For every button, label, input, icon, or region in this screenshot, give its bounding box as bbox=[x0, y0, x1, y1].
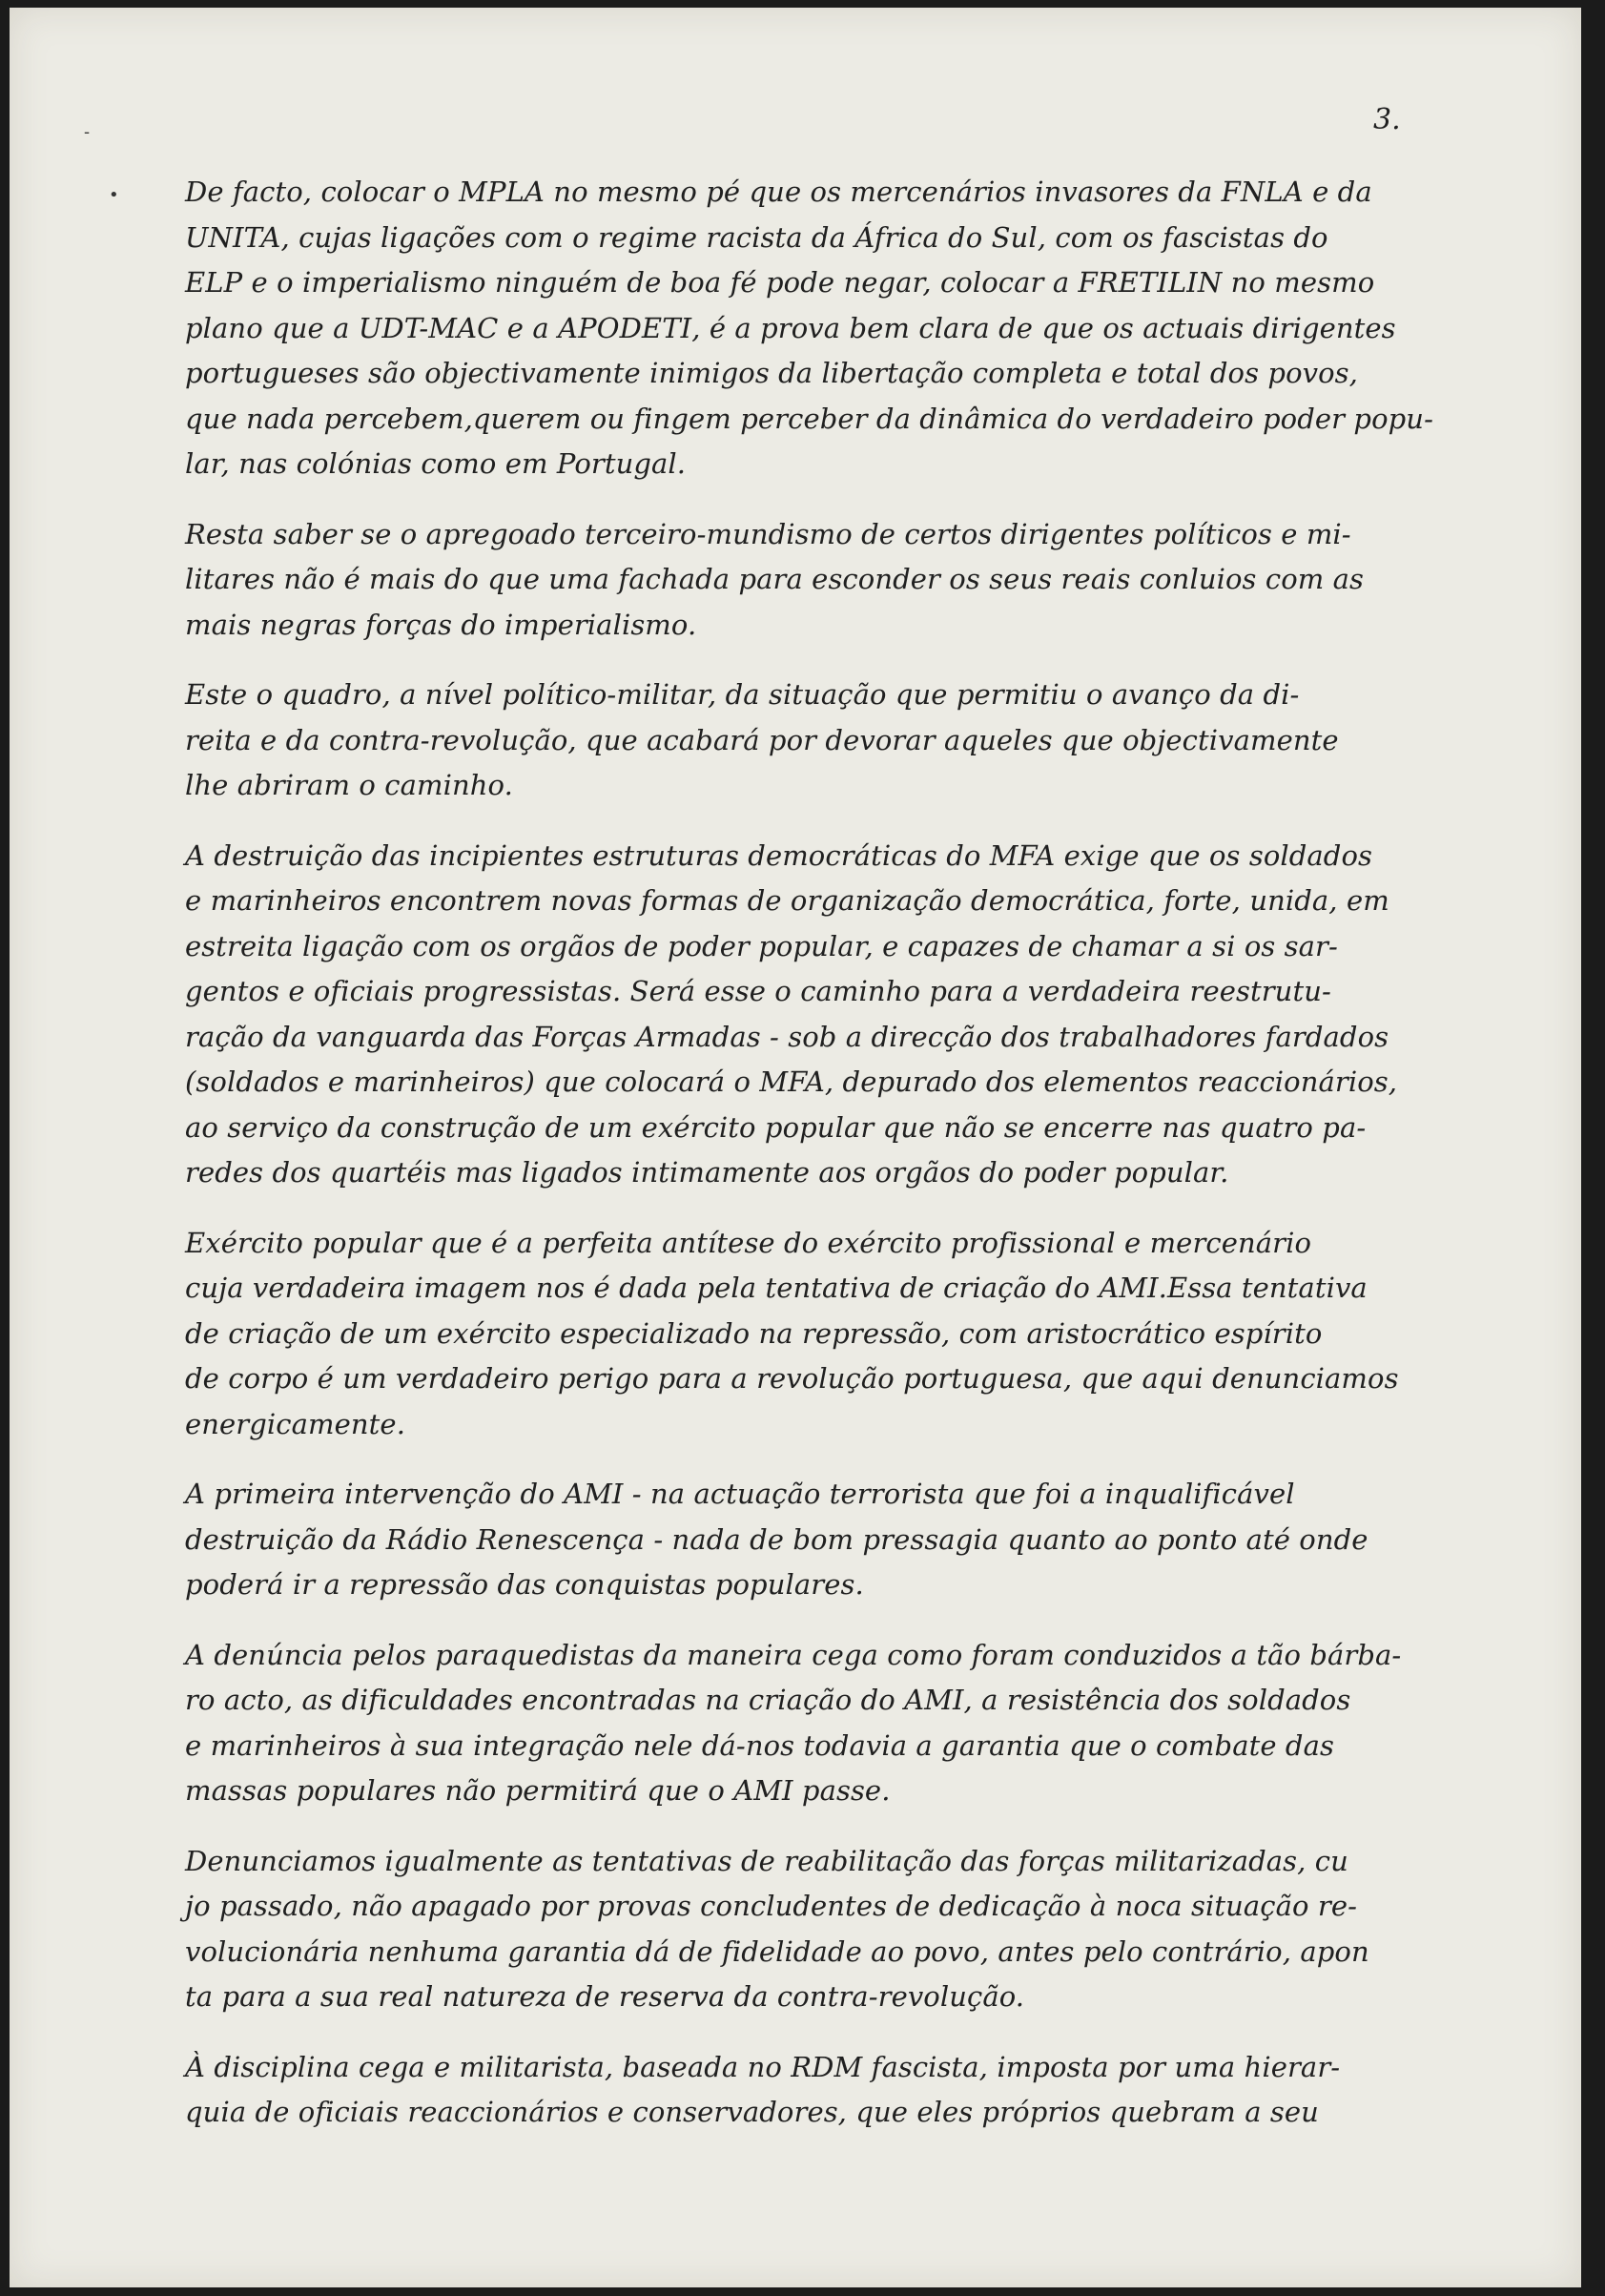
text-line: litares não é mais do que uma fachada para esconder os seus reais conluios com as bbox=[185, 563, 1365, 595]
text-line: estreita ligação com os orgãos de poder popular, e capazes de chamar a si os sar- bbox=[185, 929, 1338, 962]
text-line: reita e da contra-revolução, que acabará por devorar aqueles que objectivamente bbox=[185, 723, 1339, 756]
text-line: A denúncia pelos paraquedistas da maneira cega como foram conduzidos a tão bárba- bbox=[185, 1638, 1402, 1671]
text-line: mais negras forças do imperialismo. bbox=[185, 608, 697, 641]
text-line: redes dos quartéis mas ligados intimamente aos orgãos do poder popular. bbox=[185, 1156, 1229, 1189]
text-line: portugueses são objectivamente inimigos da libertação completa e total dos povos, bbox=[185, 357, 1358, 389]
text-line: Denunciamos igualmente as tentativas de reabilitação das forças militarizadas, cu bbox=[185, 1844, 1348, 1877]
text-line: Exército popular que é a perfeita antítese do exército profissional e mercenário bbox=[185, 1226, 1312, 1259]
document-page bbox=[10, 8, 1581, 2287]
text-line: energicamente. bbox=[185, 1407, 406, 1440]
text-line: que nada percebem,querem ou fingem perceber da dinâmica do verdadeiro poder popu- bbox=[185, 402, 1433, 435]
text-line: De facto, colocar o MPLA no mesmo pé que os mercenários invasores da FNLA e da bbox=[185, 176, 1372, 208]
paragraph-9 bbox=[185, 2045, 1463, 2136]
text-line: massas populares não permitirá que o AMI passe. bbox=[185, 1774, 891, 1807]
paragraph-4 bbox=[185, 834, 1463, 1196]
text-line: ELP e o imperialismo ninguém de boa fé pode negar, colocar a FRETILIN no mesmo bbox=[185, 266, 1375, 299]
paragraph-8 bbox=[185, 1839, 1463, 2020]
paragraph-2 bbox=[185, 512, 1463, 649]
paragraph-1 bbox=[185, 170, 1463, 487]
text-line: À disciplina cega e militarista, baseada no RDM fascista, imposta por uma hierar- bbox=[185, 2050, 1341, 2083]
text-line: cuja verdadeira imagem nos é dada pela tentativa de criação do AMI.Essa tentativa bbox=[185, 1272, 1368, 1304]
text-line: gentos e oficiais progressistas. Será esse o caminho para a verdadeira reestrutu- bbox=[185, 975, 1331, 1007]
text-line: ao serviço da construção de um exército popular que não se encerre nas quatro pa- bbox=[185, 1110, 1367, 1144]
text-line: lar, nas colónias como em Portugal. bbox=[185, 447, 687, 480]
paragraph-7 bbox=[185, 1633, 1463, 1814]
text-line: destruição da Rádio Renescença - nada de bom pressagia quanto ao ponto até onde bbox=[185, 1522, 1368, 1556]
body-text bbox=[185, 170, 1463, 2161]
text-line: Este o quadro, a nível político-militar, da situação que permitiu o avanço da di- bbox=[185, 678, 1300, 711]
text-line: Resta saber se o apregoado terceiro-mundismo de certos dirigentes políticos e mi- bbox=[185, 517, 1351, 550]
paragraph-6 bbox=[185, 1472, 1463, 1608]
text-line: volucionária nenhuma garantia dá de fidelidade ao povo, antes pelo contrário, apon bbox=[185, 1934, 1369, 1968]
margin-mark: - bbox=[84, 122, 91, 142]
paragraph-3 bbox=[185, 672, 1463, 809]
text-line: poderá ir a repressão das conquistas populares. bbox=[185, 1568, 864, 1601]
text-line: ração da vanguarda das Forças Armadas - sob a direcção dos trabalhadores fardados bbox=[185, 1020, 1389, 1053]
text-line: A destruição das incipientes estruturas democráticas do MFA exige que os soldados bbox=[185, 838, 1373, 872]
text-line: e marinheiros encontrem novas formas de organização democrática, forte, unida, em bbox=[185, 884, 1389, 917]
text-line: A primeira intervenção do AMI - na actuação terrorista que foi a inqualificável bbox=[185, 1478, 1295, 1510]
text-line: jo passado, não apagado por provas concludentes de dedicação à noca situação re- bbox=[185, 1890, 1358, 1922]
margin-bullet: • bbox=[109, 185, 119, 205]
text-line: e marinheiros à sua integração nele dá-nos todavia a garantia que o combate das bbox=[185, 1728, 1334, 1762]
text-line: UNITA, cujas ligações com o regime racista da África do Sul, com os fascistas do bbox=[185, 220, 1328, 254]
text-line: de criação de um exército especializado na repressão, com aristocrático espírito bbox=[185, 1316, 1323, 1350]
text-line: ta para a sua real natureza de reserva da contra-revolução. bbox=[185, 1980, 1025, 2013]
paragraph-5 bbox=[185, 1221, 1463, 1448]
page-number: 3. bbox=[1373, 103, 1401, 136]
text-line: ro acto, as dificuldades encontradas na criação do AMI, a resistência dos soldados bbox=[185, 1684, 1351, 1716]
text-line: lhe abriram o caminho. bbox=[185, 769, 513, 801]
text-line: plano que a UDT-MAC e a APODETI, é a prova bem clara de que os actuais dirigentes bbox=[185, 311, 1396, 344]
text-line: (soldados e marinheiros) que colocará o MFA, depurado dos elementos reaccionários, bbox=[185, 1065, 1398, 1098]
text-line: de corpo é um verdadeiro perigo para a revolução portuguesa, que aqui denunciamos bbox=[185, 1362, 1399, 1395]
text-line: quia de oficiais reaccionários e conservadores, que eles próprios quebram a seu bbox=[185, 2096, 1319, 2128]
